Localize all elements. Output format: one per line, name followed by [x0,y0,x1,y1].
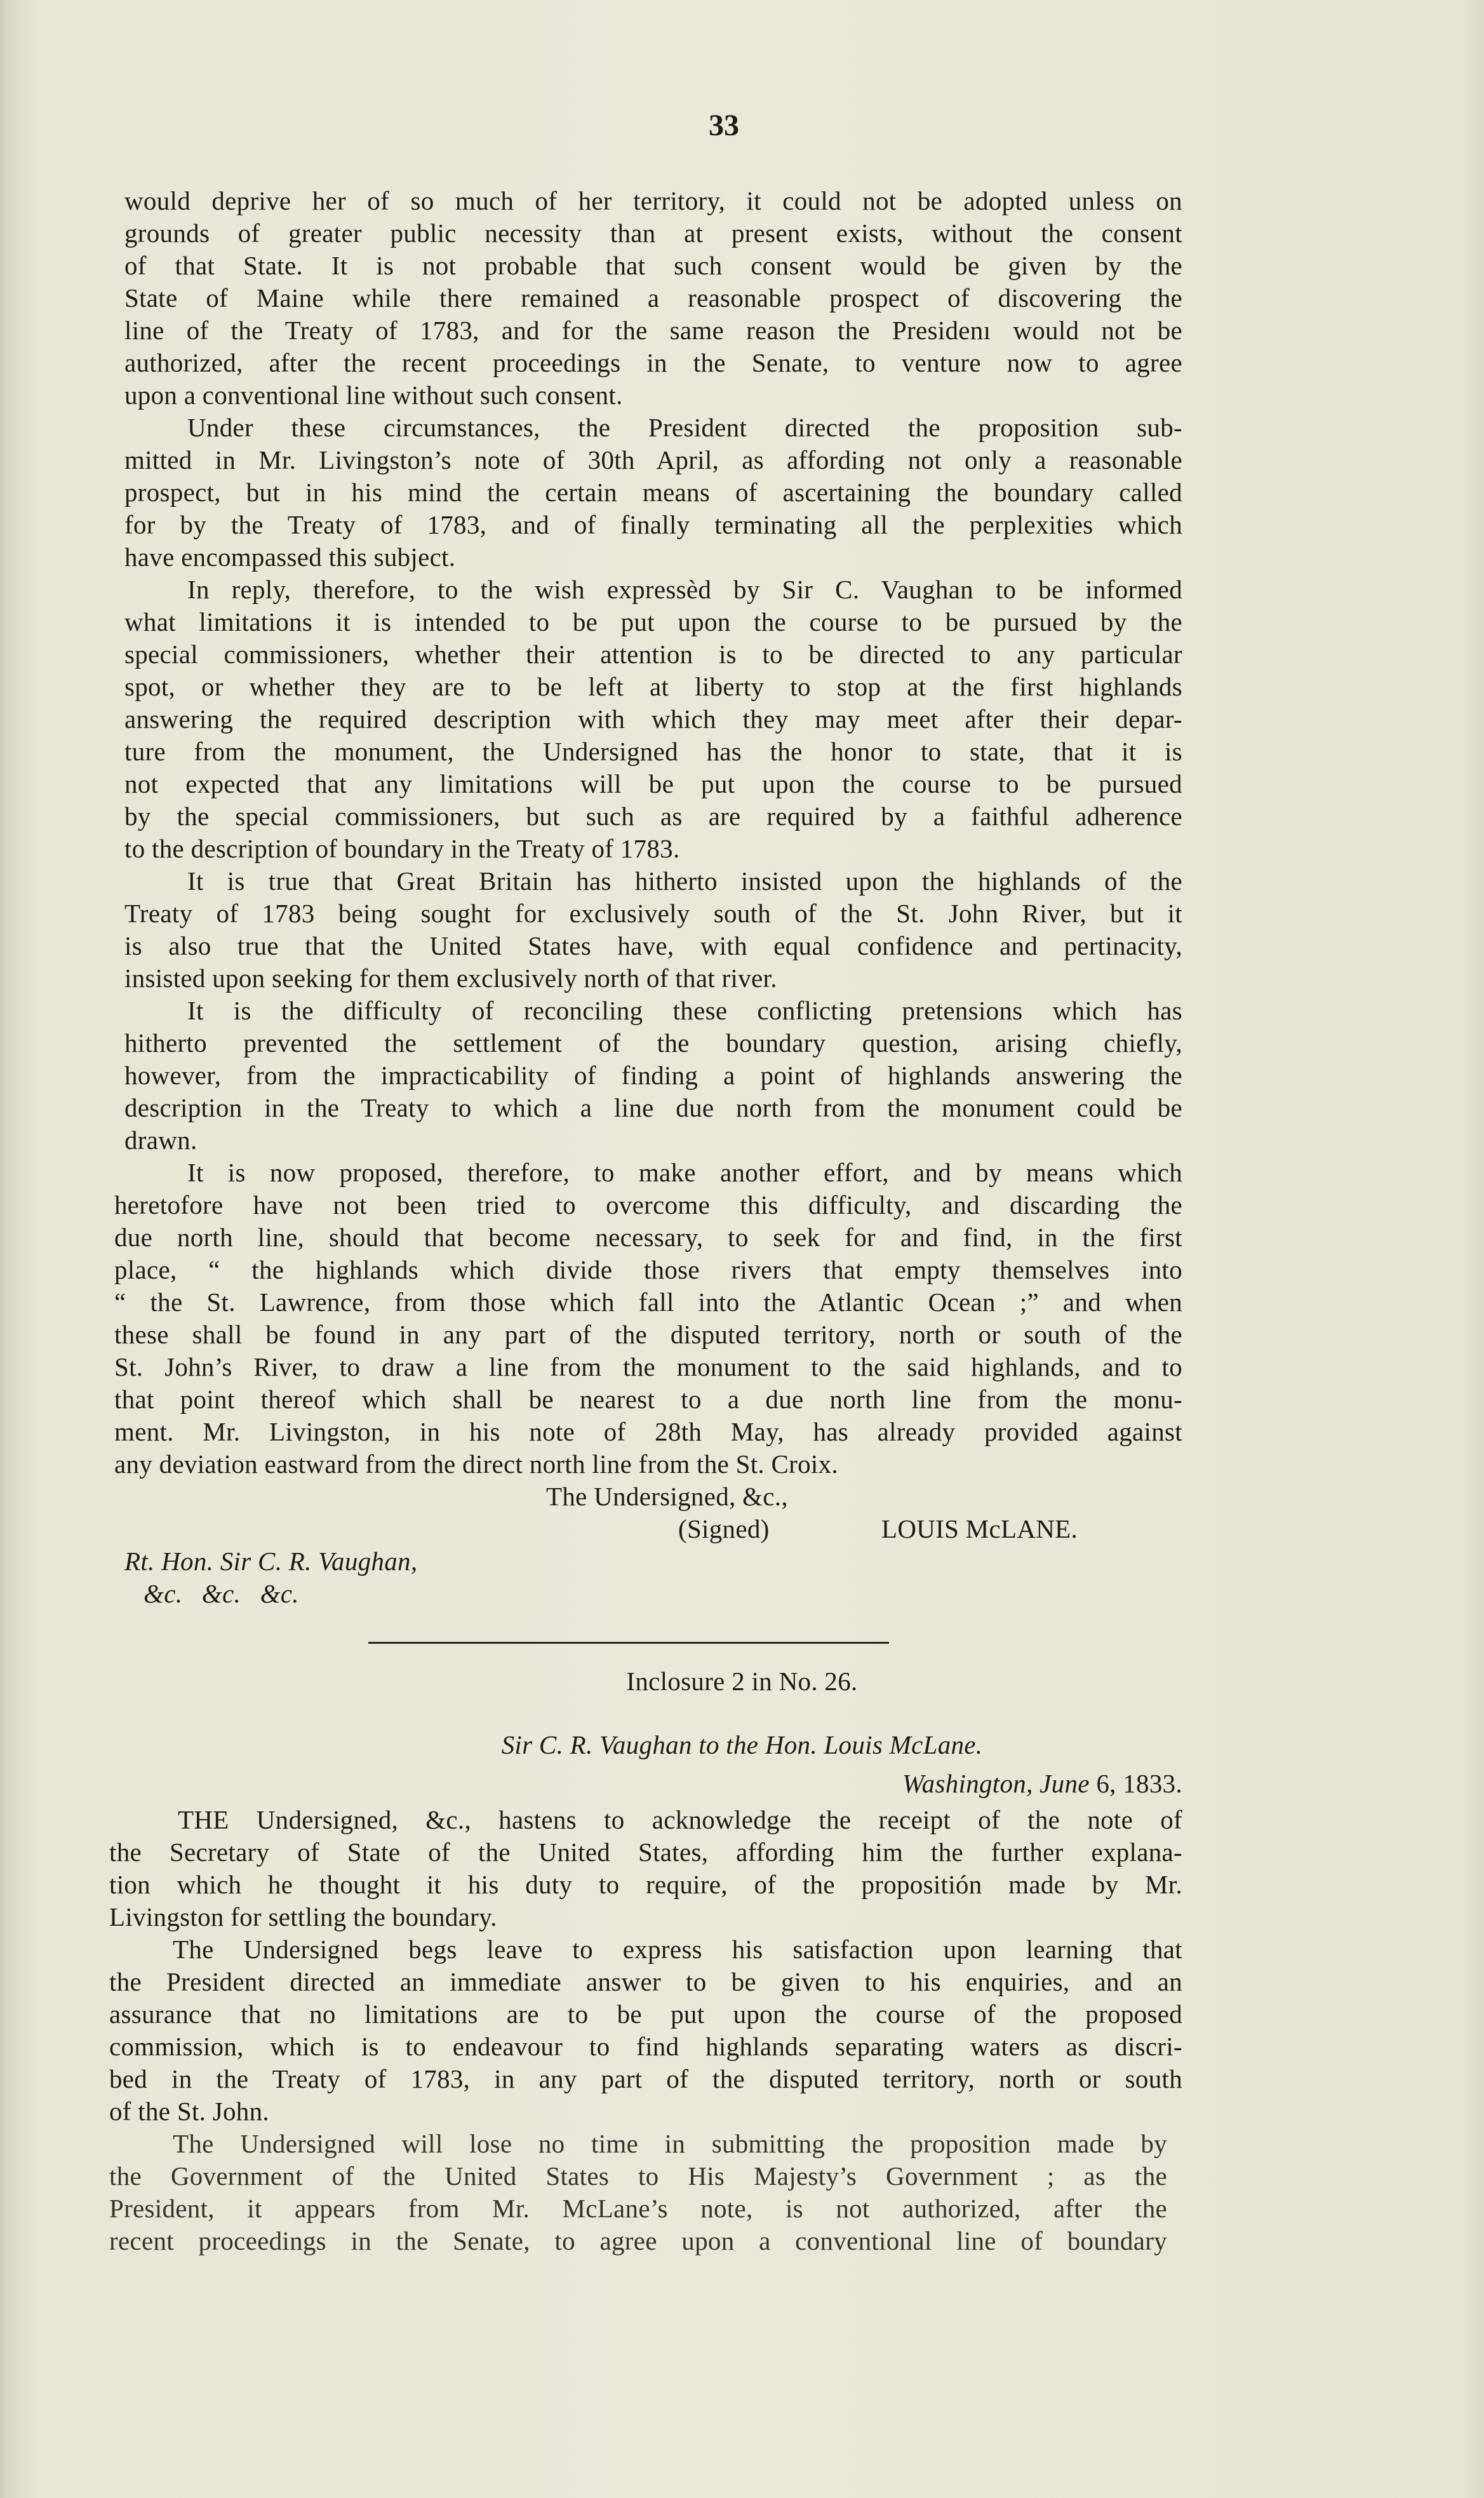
text-line: would deprive her of so much of her territory, it could not be adopted unless on [124,186,1182,215]
text-line: commission, which is to endeavour to find highlands separating waters as discri- [109,2032,1182,2061]
text-line: assurance that no limitations are to be put upon the course of the proposed [109,1999,1182,2029]
text-line: the Secretary of State of the United States, affording him the further explana- [109,1837,1182,1867]
signer-name: LOUIS McLANE. [881,1514,1078,1543]
text-line: prospect, but in his mind the certain means of ascertaining the boundary called [124,478,1182,507]
text-line: answering the required description with which they may meet after their depar- [124,704,1182,734]
letter-place: Washington, June [902,1769,1090,1798]
text-line: President, it appears from Mr. McLane’s note, is not authorized, after the [109,2194,1167,2223]
letter-title: Sir C. R. Vaughan to the Hon. Louis McLane. [501,1730,983,1759]
text-line: line of the Treaty of 1783, and for the same reason the Presidenı would not be [124,316,1182,345]
text-line: Livingston for settling the boundary. [109,1902,497,1931]
text-line: what limitations it is intended to be put upon the course to be pursued by the [124,607,1182,636]
text-line: special commissioners, whether their attention is to be directed to any particular [124,640,1182,669]
text-line: upon a conventional line without such consent. [124,380,623,410]
text-line: not expected that any limitations will be put upon the course to be pursued [124,769,1182,798]
addressee: Rt. Hon. Sir C. R. Vaughan, [124,1547,418,1576]
text-line: “ the St. Lawrence, from those which fall into the Atlantic Ocean ;” and when [114,1287,1182,1317]
text-line: The Undersigned begs leave to express his satisfaction upon learning that [173,1935,1182,1964]
text-line: ment. Mr. Livingston, in his note of 28th May, has already provided against [114,1417,1182,1446]
text-line: bed in the Treaty of 1783, in any part of the disputed territory, north or south [109,2064,1182,2093]
inclosure-heading: Inclosure 2 in No. 26. [626,1667,858,1696]
text-line: any deviation eastward from the direct north line from the St. Croix. [114,1449,838,1479]
text-line: State of Maine while there remained a reasonable prospect of discovering the [124,283,1182,312]
letter-dateline [801,1768,1182,1800]
text-line: have encompassed this subject. [124,542,456,572]
text-line: spot, or whether they are to be left at liberty to stop at the first highlands [124,672,1182,701]
closing-line: The Undersigned, &c., [546,1482,788,1511]
text-line: to the description of boundary in the Treaty of 1783. [124,834,680,863]
text-line: It is now proposed, therefore, to make another effort, and by means which [187,1158,1182,1187]
text-line: hitherto prevented the settlement of the boundary question, arising chiefly, [124,1028,1182,1058]
text-line: is also true that the United States have, with equal confidence and pertinacity, [124,931,1182,960]
addressee-etc: &c. &c. &c. [144,1579,299,1608]
text-line: of the St. John. [109,2097,269,2126]
text-line: Under these circumstances, the President directed the proposition sub- [187,413,1182,442]
text-line: these shall be found in any part of the disputed territory, north or south of the [114,1320,1182,1349]
text-line: of that State. It is not probable that such consent would be given by the [124,251,1182,280]
text-line: It is the difficulty of reconciling these conflicting pretensions which has [187,996,1182,1025]
text-line: however, from the impracticability of finding a point of highlands answering the [124,1061,1182,1090]
text-line: place, “ the highlands which divide those rivers that empty themselves into [114,1255,1182,1284]
text-line: ture from the monument, the Undersigned has the honor to state, that it is [124,737,1182,766]
text-line: mitted in Mr. Livingston’s note of 30th April, as affording not only a reasonable [124,445,1182,474]
text-line: THE Undersigned, &c., hastens to acknowledge the receipt of the note of [178,1805,1182,1834]
text-line: description in the Treaty to which a line due north from the monument could be [124,1093,1182,1122]
text-line: In reply, therefore, to the wish expressèd by Sir C. Vaughan to be informed [187,575,1182,604]
text-line: for by the Treaty of 1783, and of finally terminating all the perplexities which [124,510,1182,539]
text-line: the Government of the United States to His Majesty’s Government ; as the [109,2161,1167,2191]
section-divider [368,1642,889,1644]
text-line: It is true that Great Britain has hitherto insisted upon the highlands of the [187,866,1182,896]
text-line: the President directed an immediate answer to be given to his enquiries, and an [109,1967,1182,1996]
text-line: by the special commissioners, but such as are required by a faithful adherence [124,802,1182,831]
text-line: recent proceedings in the Senate, to agree upon a conventional line of boundary [109,2226,1167,2255]
text-line: due north line, should that become necessary, to seek for and find, in the first [114,1223,1182,1252]
text-line: authorized, after the recent proceedings in the Senate, to venture now to agree [124,348,1182,377]
text-line: insisted upon seeking for them exclusively north of that river. [124,964,777,993]
text-line: drawn. [124,1125,197,1155]
page-number: 33 [709,109,739,142]
text-line: Treaty of 1783 being sought for exclusively south of the St. John River, but it [124,899,1182,928]
text-line: tion which he thought it his duty to require, of the propositión made by Mr. [109,1870,1182,1899]
text-line: The Undersigned will lose no time in submitting the proposition made by [173,2129,1167,2158]
signed-label: (Signed) [678,1514,770,1543]
text-line: that point thereof which shall be nearest to a due north line from the monu- [114,1385,1182,1414]
letter-date: 6, 1833. [1096,1769,1182,1798]
text-line: heretofore have not been tried to overcome this difficulty, and discarding the [114,1190,1182,1219]
text-line: grounds of greater public necessity than at present exists, without the consent [124,218,1182,248]
text-line: St. John’s River, to draw a line from the monument to the said highlands, and to [114,1352,1182,1381]
